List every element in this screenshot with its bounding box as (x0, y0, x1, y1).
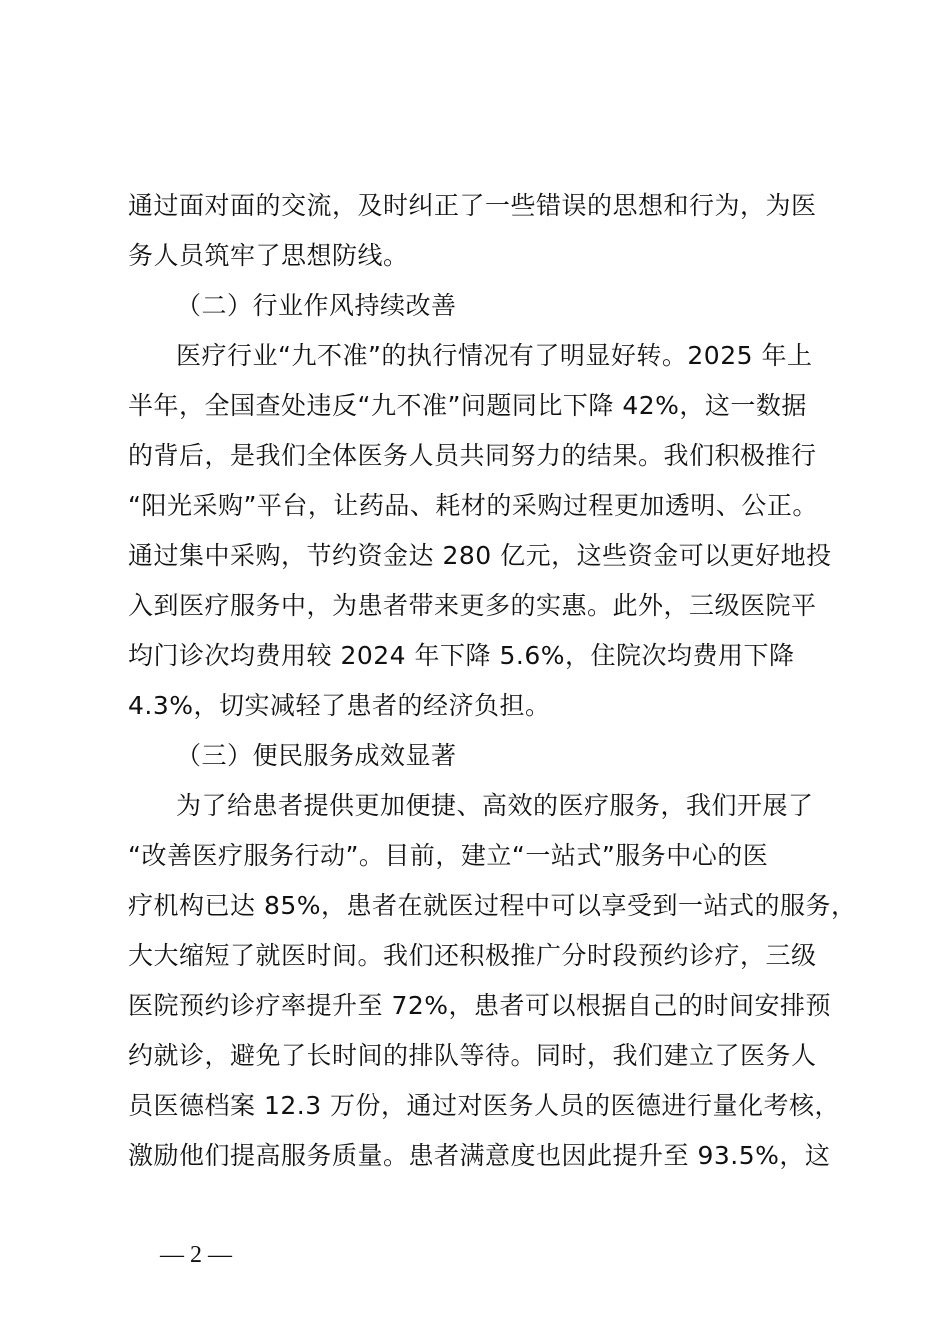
body-text-line: 入到医疗服务中，为患者带来更多的实惠。此外，三级医院平 (128, 591, 817, 620)
body-text-line: 通过集中采购，节约资金达 280 亿元，这些资金可以更好地投 (128, 541, 832, 570)
page-number: — 2 — (160, 1242, 232, 1268)
section-heading: （二）行业作风持续改善 (176, 291, 457, 320)
body-text-line: 员医德档案 12.3 万份，通过对医务人员的医德进行量化考核， (128, 1091, 841, 1120)
body-text-line: 务人员筑牢了思想防线。 (128, 241, 409, 270)
body-text-line: 医疗行业“九不准”的执行情况有了明显好转。2025 年上 (176, 341, 813, 370)
body-text-line: 激励他们提高服务质量。患者满意度也因此提升至 93.5%，这 (128, 1141, 831, 1170)
body-text-line: 疗机构已达 85%，患者在就医过程中可以享受到一站式的服务， (128, 891, 857, 920)
body-text-line: 均门诊次均费用较 2024 年下降 5.6%，住院次均费用下降 (128, 641, 795, 670)
body-text-line: “改善医疗服务行动”。目前，建立“一站式”服务中心的医 (128, 841, 769, 870)
body-text-line: 的背后，是我们全体医务人员共同努力的结果。我们积极推行 (128, 441, 817, 470)
body-text-line: 4.3%，切实减轻了患者的经济负担。 (128, 691, 551, 720)
body-text-line: “阳光采购”平台，让药品、耗材的采购过程更加透明、公正。 (128, 491, 818, 520)
body-text-line: 约就诊，避免了长时间的排队等待。同时，我们建立了医务人 (128, 1041, 817, 1070)
section-heading: （三）便民服务成效显著 (176, 741, 457, 770)
body-text-line: 半年，全国查处违反“九不准”问题同比下降 42%，这一数据 (128, 391, 807, 420)
body-text-line: 医院预约诊疗率提升至 72%，患者可以根据自己的时间安排预 (128, 991, 832, 1020)
body-text-line: 为了给患者提供更加便捷、高效的医疗服务，我们开展了 (176, 791, 814, 820)
body-text-line: 通过面对面的交流，及时纠正了一些错误的思想和行为，为医 (128, 191, 817, 220)
body-text-line: 大大缩短了就医时间。我们还积极推广分时段预约诊疗，三级 (128, 941, 817, 970)
